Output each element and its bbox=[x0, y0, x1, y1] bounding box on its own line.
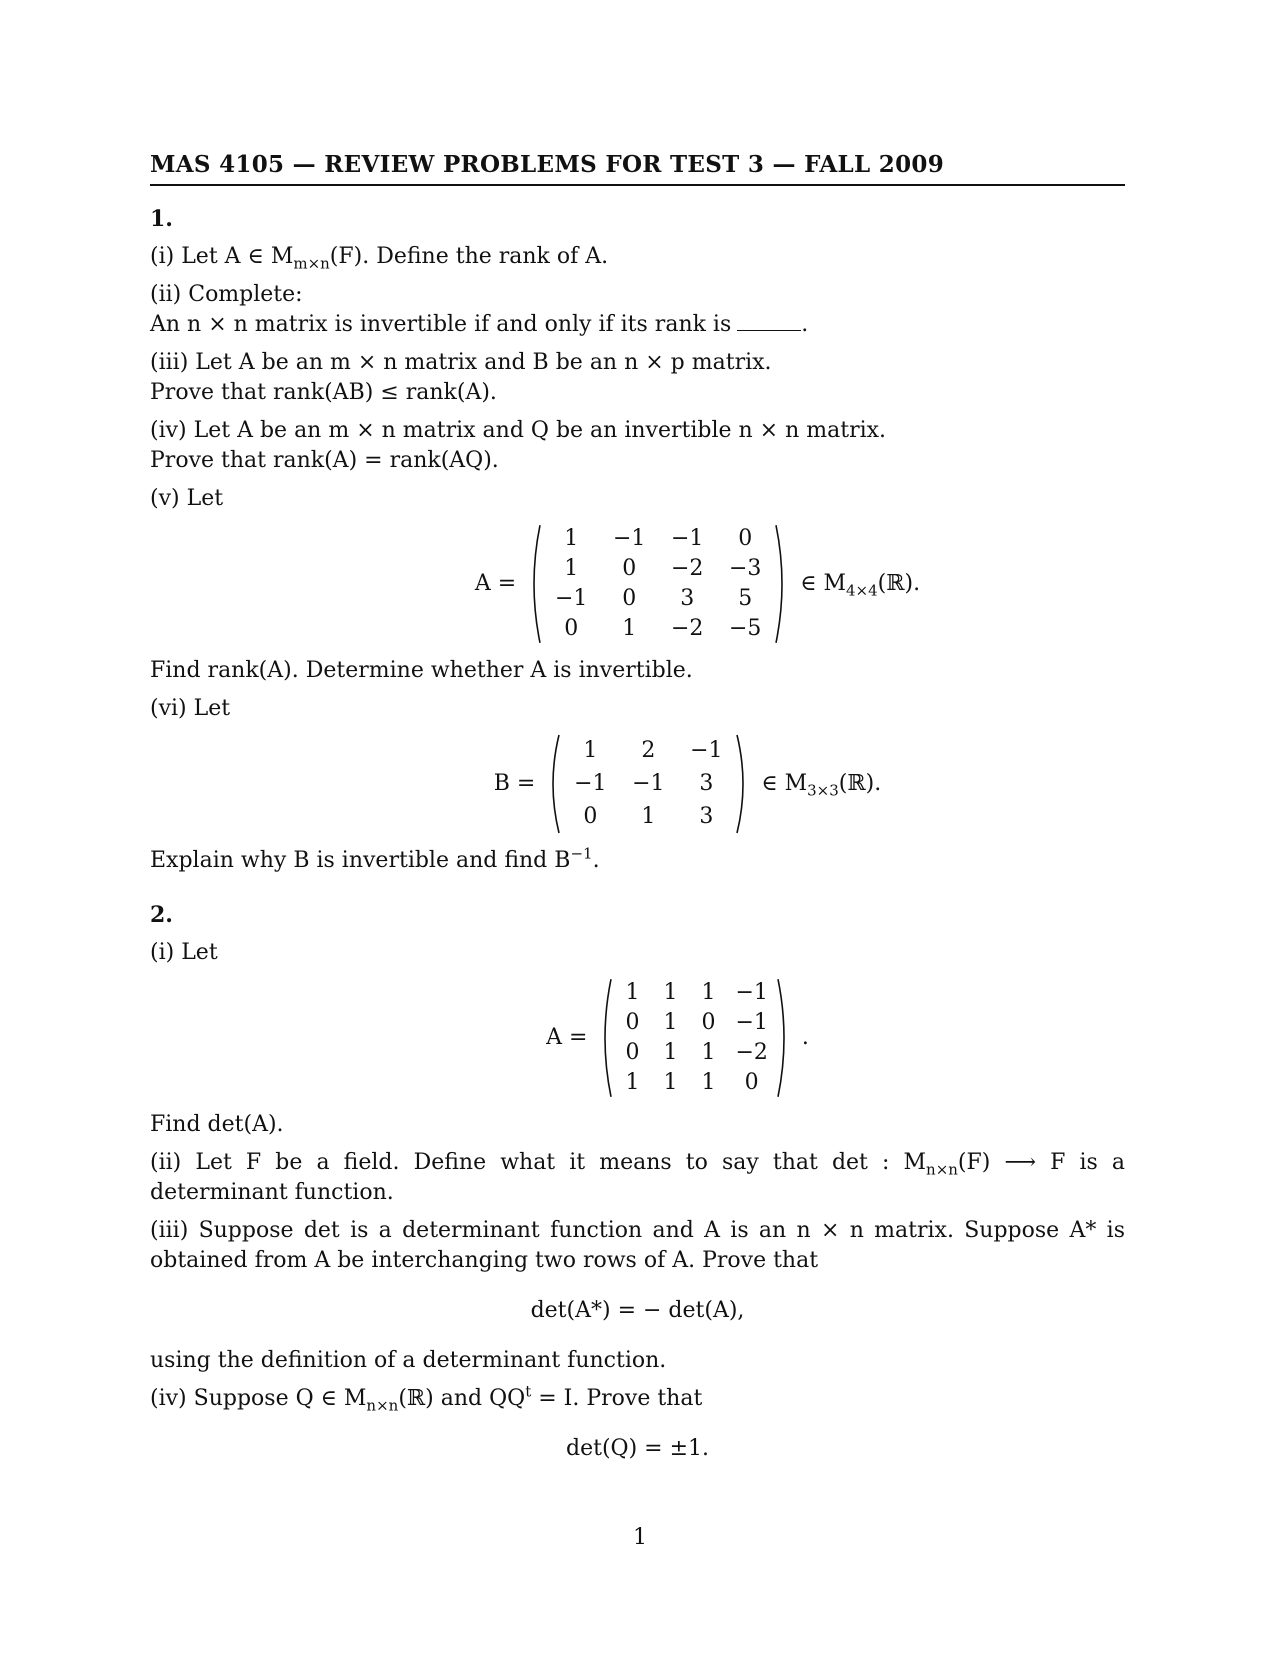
matrix-cell: 1 bbox=[622, 616, 637, 641]
matrix-A-4x4-block bbox=[270, 524, 1125, 644]
matrix-row bbox=[542, 584, 774, 614]
matrix-cell: −1 bbox=[574, 770, 607, 796]
matrix-B-label: B = bbox=[493, 771, 536, 796]
problem-2-i-let: (i) Let bbox=[150, 940, 218, 965]
matrix-row bbox=[542, 614, 774, 644]
matrix-B-space: ∈ $M_{3\times 3}(ℝ)$. bbox=[761, 771, 882, 800]
matrix-cell: 1 bbox=[663, 1040, 678, 1065]
problem-1-iii-statement: (iii) Let A be an m × n matrix and B be an n × p matrix. bbox=[150, 350, 772, 375]
matrix-cell: 1 bbox=[701, 1040, 716, 1065]
matrix-cell: −1 bbox=[735, 980, 768, 1005]
matrix-cell: −5 bbox=[728, 616, 762, 641]
matrix-cell: −2 bbox=[735, 1040, 768, 1065]
matrix-cell: 1 bbox=[625, 1070, 640, 1095]
matrix-A2-period: . bbox=[801, 1025, 809, 1050]
matrix-cell: 3 bbox=[699, 770, 714, 796]
left-paren-icon bbox=[545, 734, 561, 834]
matrix-cell: −1 bbox=[612, 526, 646, 551]
problem-1-iv-statement: (iv) Let A be an m × n matrix and Q be an invertible n × n matrix. bbox=[150, 418, 887, 443]
matrix-cell: 1 bbox=[625, 980, 640, 1005]
matrix-cell: −1 bbox=[735, 1010, 768, 1035]
matrix-cell: −1 bbox=[632, 770, 665, 796]
problem-2-ii-statement: (ii) Let F be a field. Define what it means to say that det : $M_{n\times n}(F)$ ⟶ F is a determinant function. bbox=[150, 1150, 1125, 1205]
matrix-cell: 1 bbox=[564, 556, 579, 581]
left-paren-icon bbox=[526, 524, 542, 644]
matrix-B-table bbox=[561, 734, 735, 834]
matrix-row bbox=[613, 1068, 775, 1098]
matrix-cell: 1 bbox=[564, 526, 579, 551]
problem-1-iv-prove: Prove that rank(A) = rank(AQ). bbox=[150, 448, 499, 473]
matrix-cell: 3 bbox=[699, 804, 714, 830]
problem-2-iv-equation: det(Q) = ±1. bbox=[566, 1436, 709, 1461]
matrix-B-3x3-block bbox=[250, 734, 1125, 834]
matrix-cell: 1 bbox=[701, 980, 716, 1005]
problem-2-iii-equation: det(A*) = − det(A), bbox=[530, 1298, 745, 1323]
matrix-cell: −3 bbox=[728, 556, 762, 581]
matrix-cell: 1 bbox=[701, 1070, 716, 1095]
matrix-row bbox=[613, 1008, 775, 1038]
problem-1-vi-question: Explain why B is invertible and find $B^{-1}$. bbox=[150, 844, 600, 873]
answer-blank bbox=[737, 330, 801, 331]
page-header: MAS 4105 — REVIEW PROBLEMS FOR TEST 3 — FALL 2009 bbox=[150, 150, 1125, 186]
matrix-A2-4x4 bbox=[597, 978, 791, 1098]
matrix-A2-4x4-block bbox=[230, 978, 1125, 1098]
matrix-A2-table bbox=[613, 978, 775, 1098]
matrix-row bbox=[613, 1038, 775, 1068]
problem-2-i-question: Find det(A). bbox=[150, 1112, 284, 1137]
matrix-cell: 2 bbox=[641, 737, 656, 763]
problem-1-i: (i) Let A ∈ $M_{m\times n}(F)$. Define the rank of A. bbox=[150, 244, 609, 273]
matrix-cell: 1 bbox=[663, 1070, 678, 1095]
matrix-cell: 0 bbox=[564, 616, 579, 641]
matrix-row bbox=[542, 554, 774, 584]
matrix-cell: 0 bbox=[625, 1010, 640, 1035]
matrix-A-label: A = bbox=[474, 571, 517, 596]
right-paren-icon bbox=[774, 524, 790, 644]
matrix-row bbox=[561, 734, 735, 767]
right-paren-icon bbox=[735, 734, 751, 834]
matrix-cell: 0 bbox=[738, 526, 753, 551]
matrix-row bbox=[561, 767, 735, 800]
problem-2-number: 2. bbox=[150, 902, 173, 928]
problem-1-vi-let: (vi) Let bbox=[150, 696, 231, 721]
matrix-A-4x4 bbox=[526, 524, 790, 644]
problem-2-iii-statement: (iii) Suppose det is a determinant function and A is an n × n matrix. Suppose A* is obtained from A be interchanging two rows of A. Prove that bbox=[150, 1218, 1125, 1273]
matrix-cell: −2 bbox=[670, 556, 704, 581]
matrix-cell: 0 bbox=[583, 804, 598, 830]
matrix-cell: 0 bbox=[622, 556, 637, 581]
matrix-A-space: ∈ $M_{4\times 4}(ℝ)$. bbox=[800, 571, 921, 600]
matrix-cell: 1 bbox=[641, 804, 656, 830]
matrix-A2-label: A = bbox=[546, 1025, 588, 1050]
problem-1-v-let: (v) Let bbox=[150, 486, 224, 511]
problem-1-v-question: Find rank(A). Determine whether A is invertible. bbox=[150, 658, 693, 683]
matrix-cell: −1 bbox=[670, 526, 704, 551]
matrix-cell: 0 bbox=[701, 1010, 716, 1035]
matrix-cell: 1 bbox=[663, 980, 678, 1005]
problem-1-ii-statement: An n × n matrix is invertible if and only if its rank is . bbox=[150, 312, 809, 337]
matrix-cell: −1 bbox=[554, 586, 588, 611]
left-paren-icon bbox=[597, 978, 613, 1098]
matrix-cell: 0 bbox=[744, 1070, 759, 1095]
matrix-row bbox=[542, 524, 774, 554]
problem-2-iii-tail: using the definition of a determinant function. bbox=[150, 1348, 667, 1373]
matrix-cell: −1 bbox=[690, 737, 723, 763]
matrix-cell: −2 bbox=[670, 616, 704, 641]
problem-2-iv-statement: (iv) Suppose Q ∈ $M_{n\times n}(ℝ)$ and $QQ^t = I$. Prove that bbox=[150, 1382, 703, 1415]
matrix-row bbox=[561, 801, 735, 834]
matrix-cell: 0 bbox=[622, 586, 637, 611]
matrix-row bbox=[613, 978, 775, 1008]
problem-1-ii-heading: (ii) Complete: bbox=[150, 282, 303, 307]
matrix-cell: 0 bbox=[625, 1040, 640, 1065]
matrix-cell: 3 bbox=[680, 586, 695, 611]
problem-1-number: 1. bbox=[150, 206, 173, 232]
matrix-cell: 1 bbox=[583, 737, 598, 763]
matrix-A-table bbox=[542, 524, 774, 644]
matrix-B-3x3 bbox=[545, 734, 751, 834]
document-page bbox=[150, 150, 1125, 1484]
page-number: 1 bbox=[633, 1525, 647, 1550]
problem-1-iii-prove: Prove that rank(AB) ≤ rank(A). bbox=[150, 380, 497, 405]
right-paren-icon bbox=[776, 978, 792, 1098]
matrix-cell: 1 bbox=[663, 1010, 678, 1035]
matrix-cell: 5 bbox=[738, 586, 753, 611]
